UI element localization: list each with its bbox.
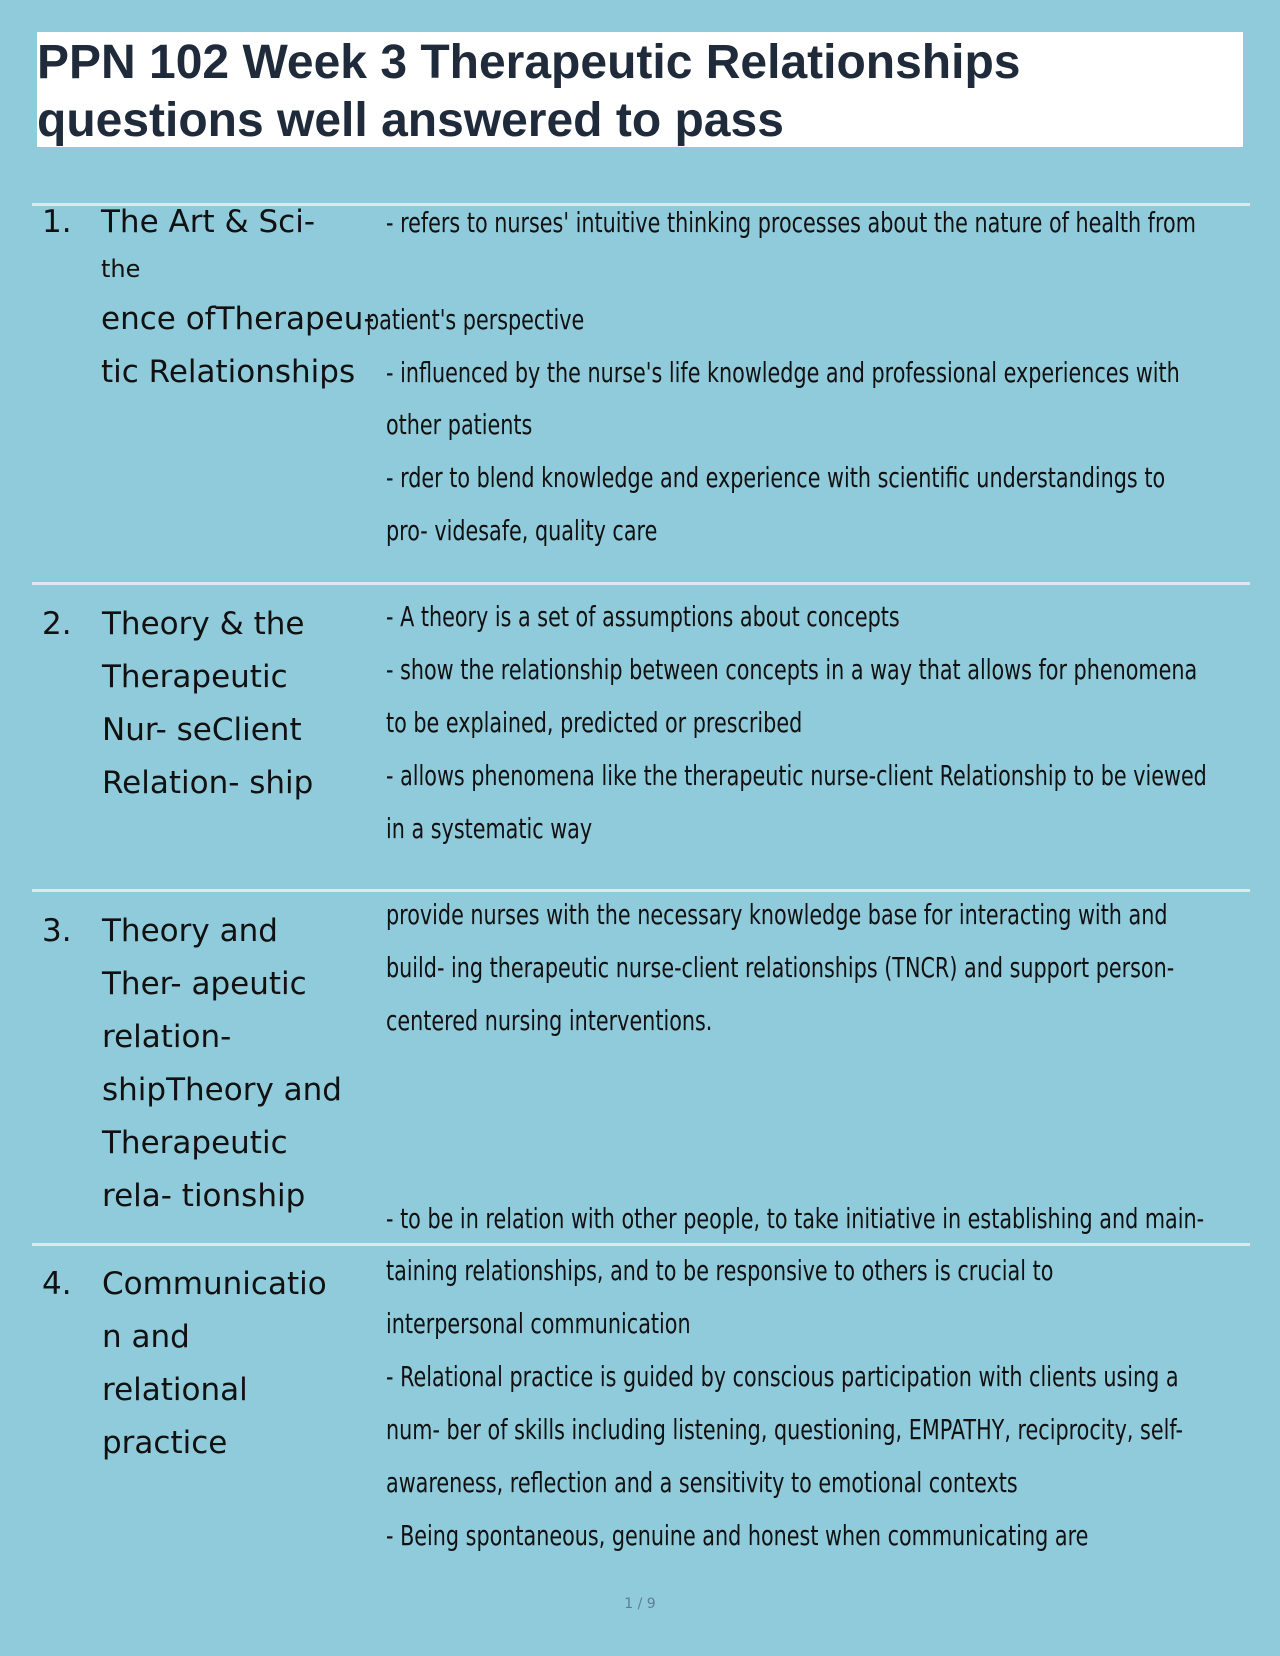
item-definition-line: to be explained, predicted or prescribed [386,706,803,739]
row-divider [32,582,1250,585]
item-term-line: the [101,255,141,283]
item-term-line: ence ofTherapeu- [101,301,375,337]
item-definition-line: - Relational practice is guided by conscious participation with clients using a [386,1360,1179,1393]
item-term-line: tic Relationships [101,354,356,390]
item-definition-line: other patients [386,408,533,441]
item-definition-line: - refers to nurses' intuitive thinking processes about the nature of health from [386,206,1196,239]
item-term-line: practice [102,1425,228,1461]
item-definition-line: - show the relationship between concepts in a way that allows for phenomena [386,653,1198,686]
item-term-line: relational [102,1372,248,1408]
item-term-line: n and [102,1319,190,1355]
item-term-line: Theory and [102,913,278,949]
item-term-line: Communicatio [102,1266,327,1302]
item-definition-line: - A theory is a set of assumptions about concepts [386,600,900,633]
item-term-line: Therapeutic [102,659,288,695]
item-number: 1. [42,204,72,240]
item-term-line: Relation- ship [102,765,314,801]
item-definition-line: num- ber of skills including listening, questioning, EMPATHY, reciprocity, self- [386,1413,1183,1446]
item-term-line: rela- tionship [102,1178,306,1214]
page-indicator: 1 / 9 [624,1596,656,1612]
item-definition-line: - to be in relation with other people, to take initiative in establishing and main- [386,1202,1205,1235]
item-term-line: The Art & Sci- [101,204,316,240]
item-number: 4. [42,1266,72,1302]
item-definition-line: taining relationships, and to be responsive to others is crucial to [386,1254,1054,1287]
item-term-line: Therapeutic [102,1125,288,1161]
item-definition-line: build- ing therapeutic nurse-client relationships (TNCR) and support person- [386,951,1175,984]
item-definition-line: - influenced by the nurse's life knowledge and professional experiences with [386,356,1180,389]
item-definition-line: - Being spontaneous, genuine and honest when communicating are [386,1519,1089,1552]
item-definition-line: provide nurses with the necessary knowledge base for interacting with and [386,898,1168,931]
item-number: 2. [42,606,72,642]
item-definition-line: pro- videsafe, quality care [386,514,658,547]
item-term-line: relation- [102,1019,232,1055]
page-title [37,34,1243,150]
item-term-line: Theory & the [102,606,305,642]
item-term-line: shipTheory and [102,1072,342,1108]
title-line-2: questions well answered to pass [37,94,784,147]
item-definition-line: centered nursing interventions. [386,1004,713,1037]
item-definition-line: - rder to blend knowledge and experience with scientific understandings to [386,461,1166,494]
item-definition-line: - allows phenomena like the therapeutic nurse-client Relationship to be viewed [386,759,1207,792]
item-definition-line: awareness, reflection and a sensitivity to emotional contexts [386,1466,1018,1499]
item-definition-line: in a systematic way [386,812,593,845]
item-term-line: Ther- apeutic [102,966,307,1002]
title-line-1: PPN 102 Week 3 Therapeutic Relationships [37,36,1021,89]
item-term-line: Nur- seClient [102,712,302,748]
item-definition-line: interpersonal communication [386,1307,691,1340]
item-number: 3. [42,913,72,949]
item-definition-line: patient's perspective [366,303,585,336]
